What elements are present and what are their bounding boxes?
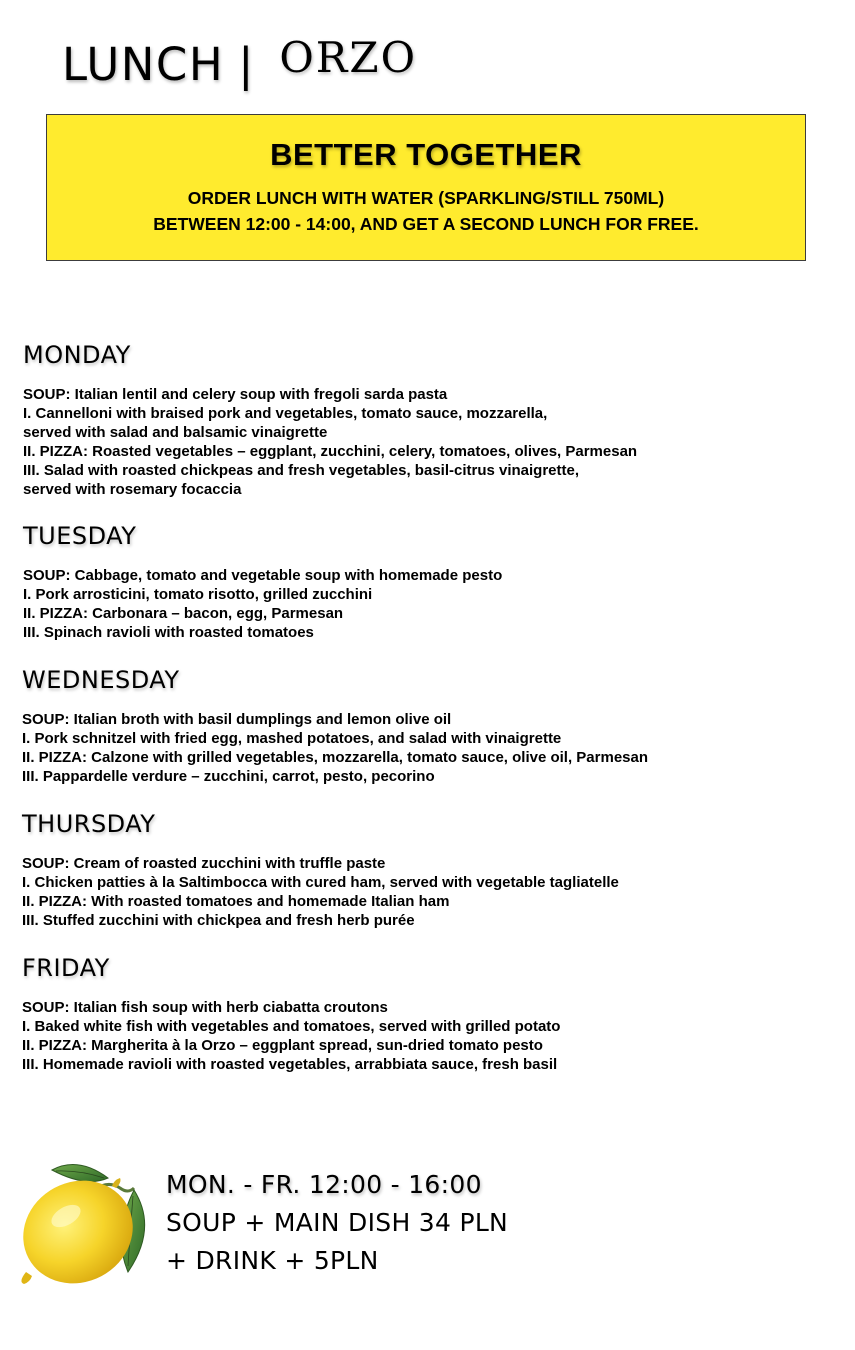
- promo-line-2: BETWEEN 12:00 - 14:00, AND GET A SECOND LUNCH FOR FREE.: [153, 214, 699, 234]
- dish-line: I. Cannelloni with braised pork and vegetables, tomato sauce, mozzarella,: [23, 405, 548, 422]
- dish-line: SOUP: Cream of roasted zucchini with truffle paste: [22, 855, 386, 872]
- dish-line: SOUP: Italian lentil and celery soup with fregoli sarda pasta: [23, 386, 448, 403]
- dish-line: I. Chicken patties à la Saltimbocca with cured ham, served with vegetable tagliatelle: [22, 874, 619, 891]
- opening-hours: MON. - FR. 12:00 - 16:00: [166, 1170, 482, 1199]
- day-tuesday: [23, 521, 502, 642]
- dish-line: II. PIZZA: Margherita à la Orzo – eggplant spread, sun-dried tomato pesto: [22, 1037, 543, 1054]
- dish-line: served with rosemary focaccia: [23, 481, 242, 498]
- day-wednesday: [22, 665, 648, 786]
- dish-line: III. Stuffed zucchini with chickpea and fresh herb purée: [22, 912, 415, 929]
- dish-line: SOUP: Cabbage, tomato and vegetable soup with homemade pesto: [23, 567, 503, 584]
- dish-line: SOUP: Italian broth with basil dumplings and lemon olive oil: [22, 711, 452, 728]
- day-thursday: [22, 809, 619, 930]
- dish-line: III. Pappardelle verdure – zucchini, carrot, pesto, pecorino: [22, 768, 435, 785]
- day-friday: [22, 953, 560, 1074]
- price-info: SOUP + MAIN DISH 34 PLN: [166, 1208, 509, 1237]
- dish-line: I. Pork arrosticini, tomato risotto, grilled zucchini: [23, 586, 373, 603]
- drink-extra: + DRINK + 5PLN: [166, 1246, 379, 1275]
- day-title: THURSDAY: [22, 810, 156, 838]
- day-title: WEDNESDAY: [22, 666, 180, 694]
- day-title: TUESDAY: [23, 522, 137, 550]
- day-title: FRIDAY: [22, 954, 110, 982]
- lunch-title: LUNCH: [62, 37, 225, 91]
- brand-logo: ORZO: [279, 32, 418, 82]
- dish-line: II. PIZZA: With roasted tomatoes and homemade Italian ham: [22, 893, 450, 910]
- dish-line: II. PIZZA: Roasted vegetables – eggplant, zucchini, celery, tomatoes, olives, Parmesan: [23, 443, 638, 460]
- title-separator: |: [238, 37, 254, 91]
- day-monday: [23, 340, 637, 499]
- dish-line: III. Salad with roasted chickpeas and fresh vegetables, basil-citrus vinaigrette,: [23, 462, 580, 479]
- dish-line: I. Baked white fish with vegetables and tomatoes, served with grilled potato: [22, 1018, 561, 1035]
- dish-line: III. Homemade ravioli with roasted vegetables, arrabbiata sauce, fresh basil: [22, 1056, 558, 1073]
- lemon-icon: [16, 1158, 154, 1286]
- dish-line: II. PIZZA: Carbonara – bacon, egg, Parmesan: [23, 605, 344, 622]
- dish-line: served with salad and balsamic vinaigrette: [23, 424, 328, 441]
- dish-line: II. PIZZA: Calzone with grilled vegetables, mozzarella, tomato sauce, olive oil, Parmesan: [22, 749, 649, 766]
- menu-header: [62, 34, 417, 94]
- promo-line-1: ORDER LUNCH WITH WATER (SPARKLING/STILL 750ML): [187, 188, 665, 208]
- day-title: MONDAY: [23, 341, 131, 369]
- footer-info: [166, 1166, 508, 1280]
- promo-box: [46, 114, 806, 261]
- promo-title: BETTER TOGETHER: [270, 137, 582, 172]
- dish-line: III. Spinach ravioli with roasted tomatoes: [23, 624, 314, 641]
- dish-line: SOUP: Italian fish soup with herb ciabatta croutons: [22, 999, 388, 1016]
- dish-line: I. Pork schnitzel with fried egg, mashed potatoes, and salad with vinaigrette: [22, 730, 562, 747]
